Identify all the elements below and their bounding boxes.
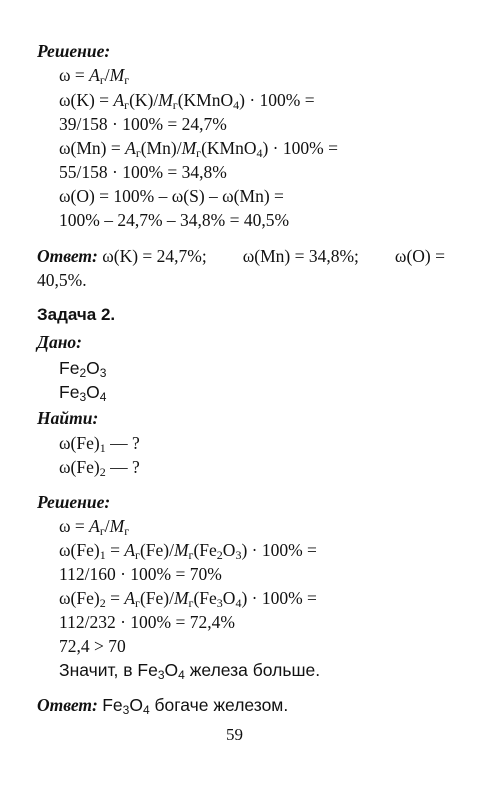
given-item: $Fe_2O_3$ bbox=[59, 358, 107, 380]
given-item: $Fe_3O_4$ bbox=[59, 382, 107, 404]
formula-line: $\omega = A_г/M_г$ bbox=[59, 65, 130, 87]
find-item: $\omega(Fe)_2$ — ? bbox=[59, 457, 140, 479]
formula-line: 39/158 · 100% = 24,7% bbox=[59, 114, 227, 134]
formula-line: $\omega(Mn) = A_г(Mn)/M_г(KMnO_4) \cdot 100\%$ = bbox=[59, 138, 338, 160]
answer-line bbox=[37, 694, 288, 716]
formula-line: $\omega(K) = A_г(K)/M_г(KMnO_4) \cdot 100\%$ = bbox=[59, 90, 315, 112]
formula-line: 72,4 > 70 bbox=[59, 636, 126, 656]
answer-value: $Fe_3O_4$ богаче железом. bbox=[102, 695, 289, 717]
answer-value: ω(Mn) = 34,8%; bbox=[242, 246, 359, 266]
page-number: 59 bbox=[226, 725, 243, 744]
formula-line: $\omega(Fe)_1 = A_г(Fe)/M_г(Fe_2O_3) \cdot 100\%$ = bbox=[59, 540, 317, 562]
solution-heading: Решение: bbox=[37, 492, 111, 512]
conclusion-line: Значит, в $Fe_3O_4$ железа больше. bbox=[59, 660, 321, 682]
given-heading: Дано: bbox=[37, 332, 82, 352]
formula-line: 112/160 · 100% = 70% bbox=[59, 564, 222, 584]
formula-line: $\omega(Fe)_2 = A_г(Fe)/M_г(Fe_3O_4) \cdot 100\%$ = bbox=[59, 588, 317, 610]
answer-label: Ответ: bbox=[37, 695, 98, 715]
answer-value: 40,5%. bbox=[37, 270, 87, 290]
find-item: $\omega(Fe)_1$ — ? bbox=[59, 433, 140, 455]
formula-line: 100% – 24,7% – 34,8% = 40,5% bbox=[59, 210, 290, 230]
find-heading: Найти: bbox=[37, 408, 99, 428]
formula-line: ω(O) = 100% – ω(S) – ω(Mn) = bbox=[59, 186, 284, 206]
solution-heading: Решение: bbox=[37, 41, 111, 61]
answer-value: ω(K) = 24,7%; bbox=[102, 246, 207, 266]
formula-line: 112/232 · 100% = 72,4% bbox=[59, 612, 235, 632]
answer-value: ω(O) = bbox=[394, 246, 445, 266]
formula-line: $\omega = A_г/M_г$ bbox=[59, 516, 130, 538]
answer-label: Ответ: bbox=[37, 246, 98, 266]
task-title: Задача 2. bbox=[37, 305, 116, 324]
answer-line bbox=[37, 245, 445, 267]
formula-line: 55/158 · 100% = 34,8% bbox=[59, 162, 227, 182]
